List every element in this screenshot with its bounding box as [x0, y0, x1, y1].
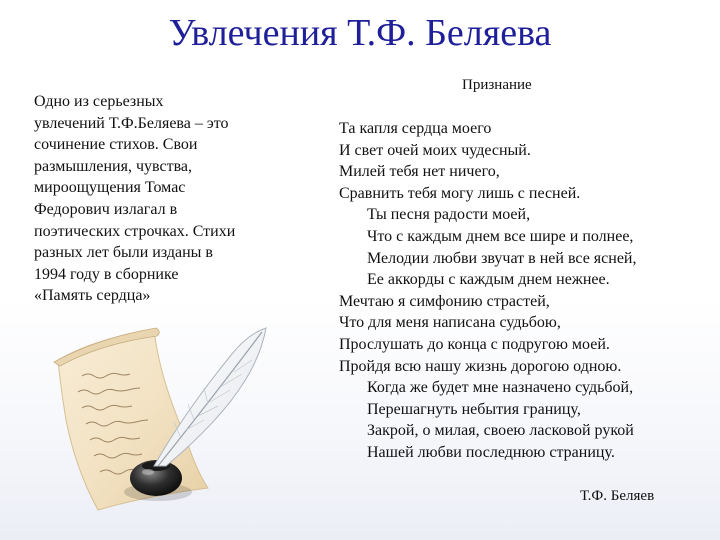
poem-line: И свет очей моих чудесный. — [339, 141, 531, 159]
poem-line: Прослушать до конца с подругою моей. — [339, 335, 610, 353]
poem-line: Милей тебя нет ничего, — [339, 163, 500, 181]
poem-line: Перешагнуть небытия границу, — [367, 400, 581, 418]
intro-line: разных лет были изданы в — [34, 244, 213, 262]
intro-line: 1994 году в сборнике — [34, 265, 179, 283]
intro-line: Одно из серьезных — [34, 93, 164, 110]
intro-line: Федорович излагал в — [34, 200, 178, 218]
poem-line: Закрой, о милая, своею ласковой рукой — [367, 422, 634, 440]
intro-line: мироощущения Томас — [34, 179, 186, 197]
poem-line: Нашей любви последнюю страницу. — [367, 443, 615, 461]
poem-line: Мечтаю я симфонию страстей, — [339, 292, 550, 310]
poem-text — [339, 118, 636, 464]
intro-line: увлечений Т.Ф.Беляева – это — [34, 114, 229, 132]
poem-line: Что с каждым днем все шире и полнее, — [367, 227, 634, 245]
poem-line: Пройдя всю нашу жизнь дорогою одною. — [339, 357, 622, 375]
poem-line: Мелодии любви звучат в ней все ясней, — [367, 249, 637, 267]
quill-and-manuscript-icon — [36, 320, 286, 520]
intro-line: сочинение стихов. Свои — [34, 136, 198, 154]
intro-paragraph — [34, 91, 284, 307]
poem-line: Ты песня радости моей, — [367, 206, 531, 224]
poem-line: Когда же будет мне назначено судьбой, — [367, 379, 634, 397]
intro-line: поэтических строчках. Стихи — [34, 222, 236, 240]
slide-title: Увлечения Т.Ф. Беляева — [168, 12, 552, 54]
poem-title: Признание — [462, 77, 532, 93]
poem-line: Та капля сердца моего — [339, 120, 492, 137]
poem-line: Сравнить тебя могу лишь с песней. — [339, 184, 581, 202]
poem-line: Ее аккорды с каждым днем нежнее. — [367, 271, 610, 289]
poem-author: Т.Ф. Беляев — [580, 488, 655, 504]
poem-line: Что для меня написана судьбою, — [339, 314, 561, 332]
intro-line: размышления, чувства, — [34, 157, 193, 175]
intro-line: «Память сердца» — [34, 287, 151, 305]
